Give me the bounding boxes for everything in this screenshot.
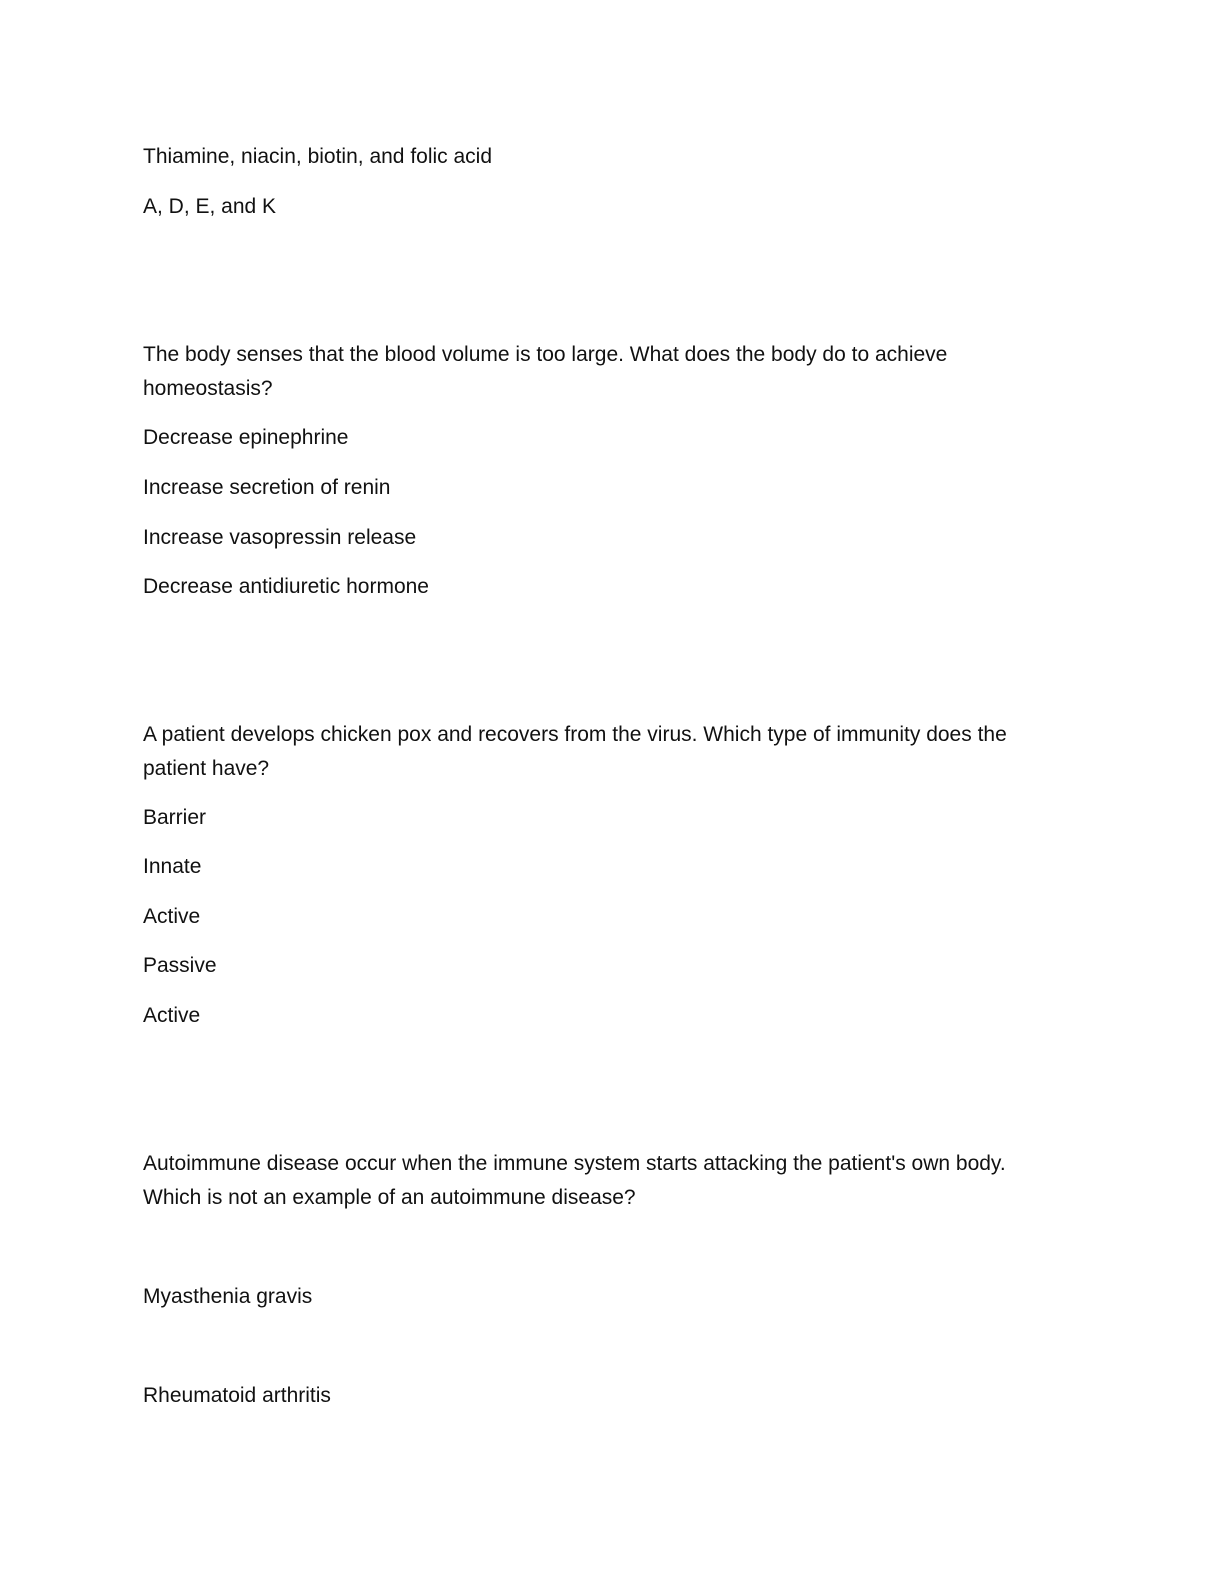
question-2-prompt: A patient develops chicken pox and recovers from the virus. Which type of immunity does the patient have? (143, 723, 1007, 780)
question-2-answer: Active (143, 1004, 201, 1027)
question-1-option: Increase secretion of renin (143, 476, 391, 499)
question-1-prompt: The body senses that the blood volume is too large. What does the body do to achieve homeostasis? (143, 343, 948, 400)
question-2-option: Barrier (143, 806, 207, 829)
question-1-option: Increase vasopressin release (143, 526, 417, 549)
question-3-option: Rheumatoid arthritis (143, 1384, 331, 1407)
question-3-prompt-line: Autoimmune disease occur when the immune system starts attacking the patient's own body. (143, 1152, 1006, 1175)
intro-item: Thiamine, niacin, biotin, and folic acid (143, 145, 493, 168)
question-2-option: Passive (143, 954, 217, 977)
question-1-option: Decrease antidiuretic hormone (143, 575, 429, 598)
intro-item: A, D, E, and K (143, 195, 277, 218)
question-2-option: Active (143, 905, 201, 928)
question-2-option: Innate (143, 855, 202, 878)
question-3-prompt-line: Which is not an example of an autoimmune disease? (143, 1186, 636, 1209)
question-3-option: Myasthenia gravis (143, 1285, 313, 1308)
question-1-option: Decrease epinephrine (143, 426, 349, 449)
